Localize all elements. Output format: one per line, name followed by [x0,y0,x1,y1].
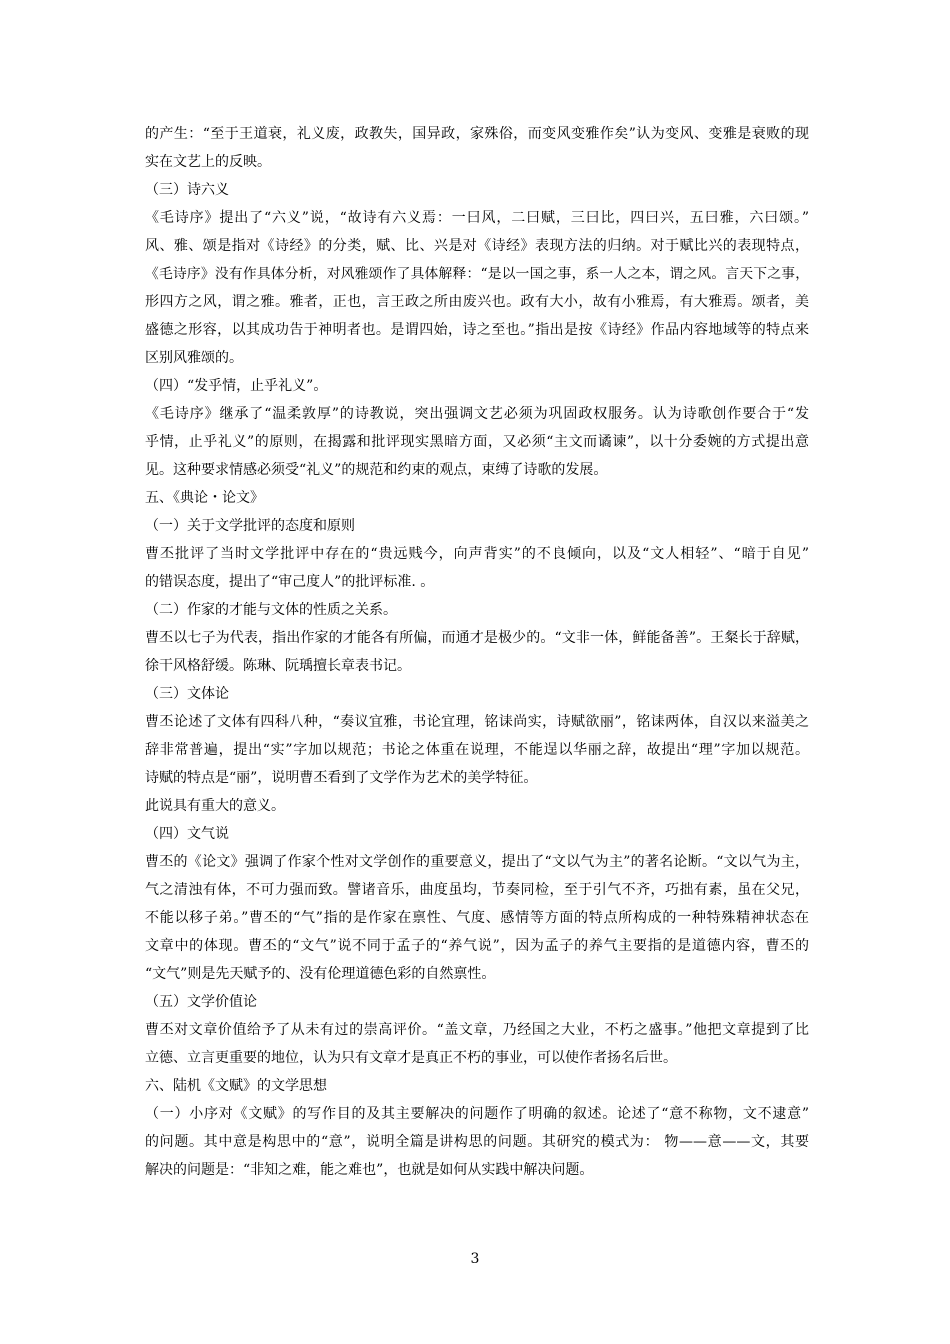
text-line: 诗赋的特点是“丽”，说明曹丕看到了文学作为艺术的美学特征。 [145,770,538,786]
text-line: 《毛诗序》继承了“温柔敦厚”的诗教说，突出强调文艺必须为巩固政权服务。认为诗歌创作要合于“发 [145,406,809,422]
text-line: 区别风雅颂的。 [145,350,243,366]
text-line: 徐干风格舒缓。陈琳、阮瑀擅长章表书记。 [145,658,411,674]
document-body [145,120,809,1184]
text-line: “文气”则是先天赋予的、没有伦理道德色彩的自然禀性。 [145,966,496,982]
text-line: 文章中的体现。曹丕的“文气”说不同于孟子的“养气说”，因为孟子的养气主要指的是道德内容，曹丕的 [145,938,809,954]
text-line: 曹丕以七子为代表，指出作家的才能各有所偏，而通才是极少的。“文非一体，鲜能备善”。王粲长于辞赋， [145,630,809,646]
text-line: 的产生：“至于王道衰，礼义废，政教失，国异政，家殊俗，而变风变雅作矣”认为变风、变雅是衰败的现 [145,126,809,142]
text-line: 气之清浊有体，不可力强而致。譬诸音乐，曲度虽均，节奏同检，至于引气不齐，巧拙有素，虽在父兄， [145,882,809,898]
text-line: 盛德之形容，以其成功告于神明者也。是谓四始，诗之至也。”指出是按《诗经》作品内容地域等的特点来 [145,322,809,338]
text-line: 曹丕对文章价值给予了从未有过的崇高评价。“盖文章，乃经国之大业，不朽之盛事。”他把文章提到了比 [145,1022,809,1038]
text-line: 曹丕批评了当时文学批评中存在的“贵远贱今，向声背实”的不良倾向，以及“文人相轻”、“暗于自见” [145,546,809,562]
text-line: （四）“发乎情，止乎礼义”。 [145,378,328,394]
text-line: （二）作家的才能与文体的性质之关系。 [145,602,397,618]
text-line: 《毛诗序》提出了“六义”说，“故诗有六义焉：一曰风，二曰赋，三曰比，四曰兴，五曰雅，六曰颂。” [145,210,809,226]
page-number: 3 [470,1251,480,1267]
text-line: 辞非常普遍，提出“实”字加以规范；书论之体重在说理，不能逞以华丽之辞，故提出“理”字加以规范。 [145,742,809,758]
text-line: （三）诗六义 [145,182,229,198]
text-line: 的错误态度，提出了“审己度人”的批评标准. 。 [145,574,435,590]
text-line: 形四方之风，谓之雅。雅者，正也，言王政之所由废兴也。政有大小，故有小雅焉，有大雅焉。颂者，美 [145,294,809,310]
text-line: 立德、立言更重要的地位，认为只有文章才是真正不朽的事业，可以使作者扬名后世。 [145,1050,677,1066]
text-line: 六、陆机《文赋》的文学思想 [145,1078,327,1094]
text-line: 此说具有重大的意义。 [145,798,285,814]
text-line: 的问题。其中意是构思中的“意”，说明全篇是讲构思的问题。其研究的模式为： 物——意——文，其要 [145,1134,809,1150]
text-line: 不能以移子弟。”曹丕的“气”指的是作家在禀性、气度、感情等方面的特点所构成的一种特殊精神状态在 [145,910,809,926]
text-line: 解决的问题是：“非知之难，能之难也”，也就是如何从实践中解决问题。 [145,1162,594,1178]
text-line: 曹丕论述了文体有四科八种，“奏议宜雅，书论宜理，铭诔尚实，诗赋欲丽”，铭诔两体，自汉以来溢美之 [145,714,809,730]
text-line: 风、雅、颂是指对《诗经》的分类，赋、比、兴是对《诗经》表现方法的归纳。对于赋比兴的表现特点， [145,238,809,254]
text-line: 《毛诗序》没有作具体分析，对风雅颂作了具体解释：“是以一国之事，系一人之本，谓之风。言天下之事， [145,266,809,282]
text-line: （三）文体论 [145,686,229,702]
text-line: 实在文艺上的反映。 [145,154,271,170]
text-line: 曹丕的《论文》强调了作家个性对文学创作的重要意义，提出了“文以气为主”的著名论断。“文以气为主， [145,854,809,870]
text-line: 乎情，止乎礼义”的原则，在揭露和批评现实黑暗方面，又必须“主文而谲谏”，以十分委婉的方式提出意 [145,434,809,450]
text-line: 见。这种要求情感必须受“礼义”的规范和约束的观点，束缚了诗歌的发展。 [145,462,608,478]
text-line: （五）文学价值论 [145,994,257,1010]
text-line: （一）关于文学批评的态度和原则 [145,518,355,534]
text-line: （四）文气说 [145,826,229,842]
text-line: （一）小序对《文赋》的写作目的及其主要解决的问题作了明确的叙述。论述了“意不称物，文不逮意” [145,1106,809,1122]
text-line: 五、《典论・论文》 [145,490,264,506]
